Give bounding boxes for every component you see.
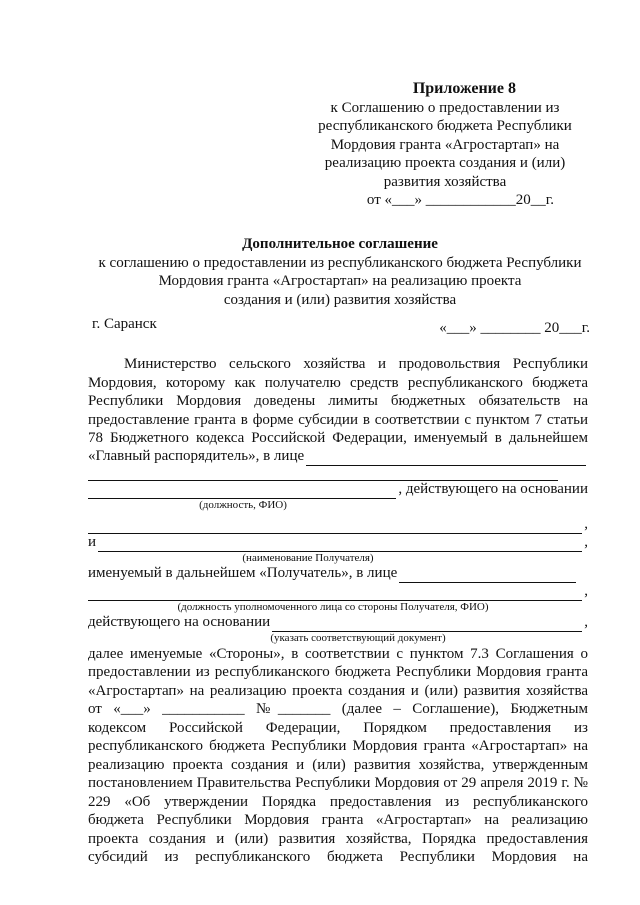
recipient-person-field[interactable] [399, 568, 576, 583]
head-person-row [88, 448, 588, 466]
paragraph-line: кодексом Российской Федерации, Порядком предоставления из [88, 719, 588, 736]
head-person-field-continued[interactable] [88, 466, 558, 481]
paragraph-line: «Главный распорядитель», в лице [88, 448, 305, 464]
appendix-header [300, 80, 590, 210]
paragraph-line: «Агростартап» на реализацию проекта создания и (или) развития хозяйства [88, 682, 588, 699]
appendix-date-line: от «___» ____________20__г. [366, 192, 554, 208]
blank-row: , [88, 516, 588, 534]
and-text: и [88, 534, 97, 550]
appendix-line: реализацию проекта создания и (или) [324, 155, 566, 171]
head-person-field[interactable] [306, 451, 586, 466]
recipient-row: и , [88, 534, 588, 550]
paragraph-line: реализацию проекта создания и (или) развития хозяйства, утвержденным [88, 756, 588, 773]
paragraph-line: Мордовия, которому как получателю средств республиканского бюджета [88, 374, 588, 391]
agreement-subtitle-line: создания и (или) развития хозяйства [223, 291, 457, 308]
agreement-subtitle-line: к соглашению о предоставлении из республиканского бюджета Республики [98, 254, 582, 271]
basis-document-field[interactable] [272, 617, 582, 632]
recipient-named-row [88, 565, 588, 583]
paragraph-line: 229 «Об утверждении Порядка предоставления из республиканского [88, 793, 588, 810]
recipient-name-field[interactable] [98, 537, 582, 552]
paragraph-line: проекта создания и (или) развития хозяйства, Порядка предоставления [88, 830, 588, 847]
appendix-line: к Соглашению о предоставлении из [330, 99, 560, 116]
acting-basis-text: действующего на основании [88, 614, 271, 630]
appendix-line: Мордовия гранта «Агростартап» на [330, 136, 560, 153]
caption-recipient: (наименование Получателя) [242, 551, 374, 564]
position-name-field[interactable] [88, 484, 396, 499]
caption-position: (должность, ФИО) [199, 498, 287, 511]
place-city: г. Саранск [92, 316, 157, 332]
paragraph-line: Республики Мордовия доведены лимиты бюджетных обязательств на [88, 393, 588, 409]
paragraph-line: постановлением Правительства Республики Мордовия от 29 апреля 2019 г. № [88, 775, 588, 791]
appendix-line: развития хозяйства [383, 173, 507, 190]
agreement-title-block [70, 235, 610, 309]
paragraph-line: Министерство сельского хозяйства и продовольствия Республики [124, 356, 588, 372]
caption-authorized: (должность уполномоченного лица со стороны Получателя, ФИО) [177, 600, 489, 613]
appendix-title: Приложение 8 [412, 80, 516, 97]
caption-document: (указать соответствующий документ) [270, 631, 446, 644]
appendix-line: республиканского бюджета Республики [318, 118, 572, 134]
place-date: «___» ________ 20___г. [439, 320, 590, 336]
acting-basis-row: действующего на основании , [88, 614, 588, 630]
acting-text: , действующего на основании [398, 481, 588, 497]
acting-row [88, 481, 588, 499]
agreement-title: Дополнительное соглашение [242, 236, 438, 252]
agreement-subtitle-line: Мордовия гранта «Агростартап» на реализацию проекта [158, 273, 522, 289]
paragraph-line: от «___» ___________ №_______ (далее – Соглашение), Бюджетным [88, 701, 588, 717]
paragraph-line: субсидий из республиканского бюджета Республики Мордовия на [88, 849, 588, 865]
paragraph-line: предоставление гранта в форме субсидии в соответствии с пунктом 7 статьи [88, 411, 588, 428]
authorized-row: , [88, 583, 588, 601]
blank-field[interactable] [88, 519, 582, 534]
agreement-body [88, 355, 588, 867]
paragraph-line: далее именуемые «Стороны», в соответствии с пунктом 7.3 Соглашения о [88, 645, 588, 662]
paragraph-line: предоставлении из республиканского бюджета Республики Мордовия гранта [88, 664, 588, 680]
paragraph-line: бюджета Республики Мордовия гранта «Агростартап» на реализацию [88, 812, 588, 828]
authorized-person-field[interactable] [88, 586, 582, 601]
recipient-named-text: именуемый в дальнейшем «Получатель», в лице [88, 565, 398, 581]
paragraph-line: республиканского бюджета Республики Мордовия гранта «Агростартап» на [88, 738, 588, 754]
paragraph-line: 78 Бюджетного кодекса Российской Федерации, именуемый в дальнейшем [88, 430, 588, 446]
